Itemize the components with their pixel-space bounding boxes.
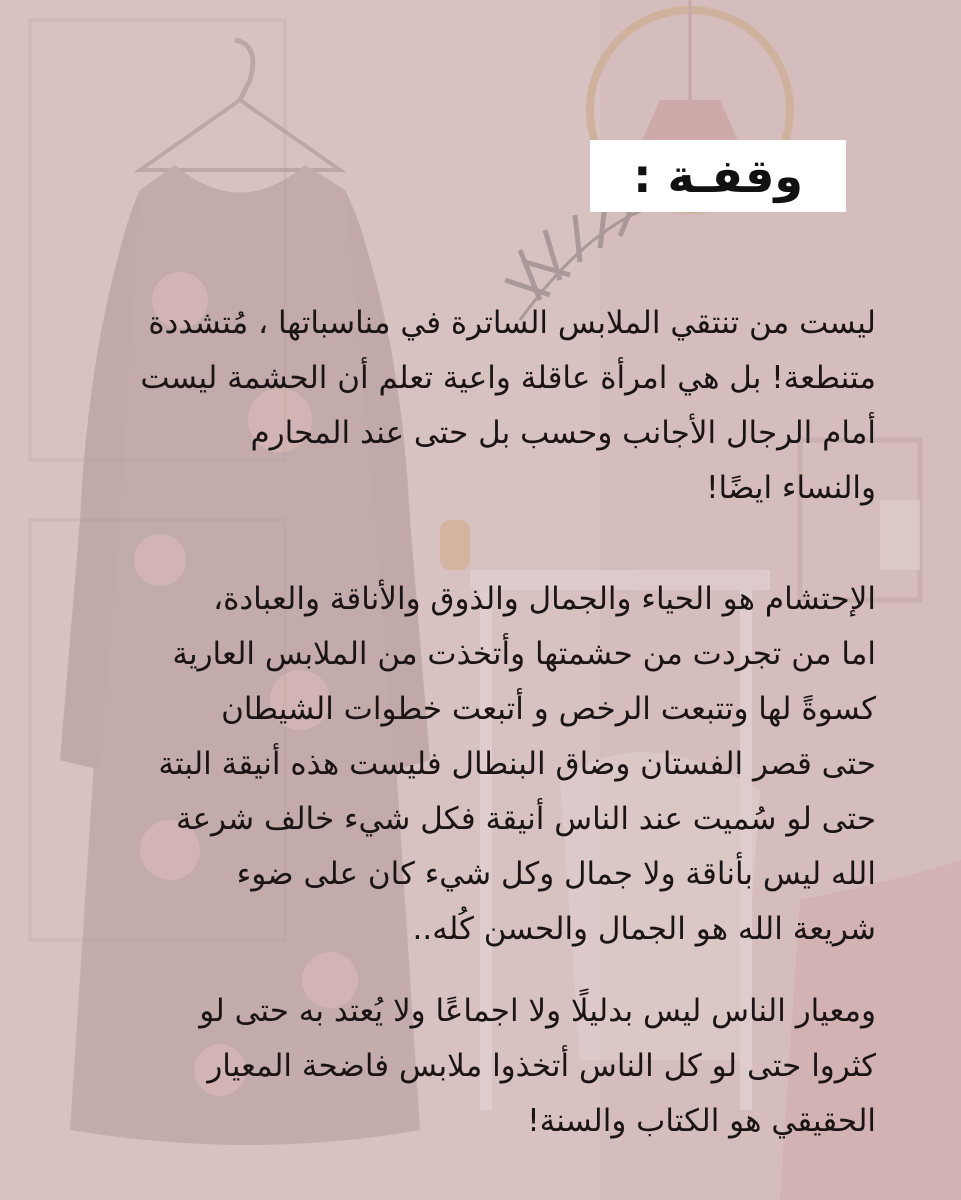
text-line: أمام الرجال الأجانب وحسب بل حتى عند المحارم [250,415,876,451]
text-line: الله ليس بأناقة ولا جمال وكل شيء كان على ضوء [236,856,876,892]
text-line: كسوةً لها وتتبعت الرخص و أتبعت خطوات الشيطان [221,691,876,727]
page-title: وقفـة : [633,149,803,203]
text-line: حتى قصر الفستان وضاق البنطال فليست هذه أنيقة البتة [158,746,876,782]
text-line: ليست من تنتقي الملابس الساترة في مناسباتها ، مُتشددة [148,305,876,341]
title-box [590,140,846,212]
paragraph-1 [60,296,876,516]
paragraph-3 [60,984,876,1149]
text-line: الحقيقي هو الكتاب والسنة! [527,1103,876,1139]
text-line: حتى لو سُميت عند الناس أنيقة فكل شيء خالف شرعة [175,801,876,837]
text-line: متنطعة! بل هي امرأة عاقلة واعية تعلم أن الحشمة ليست [140,360,876,396]
text-line: شريعة الله هو الجمال والحسن كُله.. [412,911,876,947]
paragraph-2 [60,572,876,957]
text-line: ومعيار الناس ليس بدليلًا ولا اجماعًا ولا يُعتد به حتى لو [199,993,876,1029]
text-line: كثروا حتى لو كل الناس أتخذوا ملابس فاضحة المعيار [207,1048,876,1084]
text-line: اما من تجردت من حشمتها وأتخذت من الملابس العارية [172,636,876,672]
text-line: الإحتشام هو الحياء والجمال والذوق والأناقة والعبادة، [213,581,876,617]
text-line: والنساء ايضًا! [706,470,876,506]
